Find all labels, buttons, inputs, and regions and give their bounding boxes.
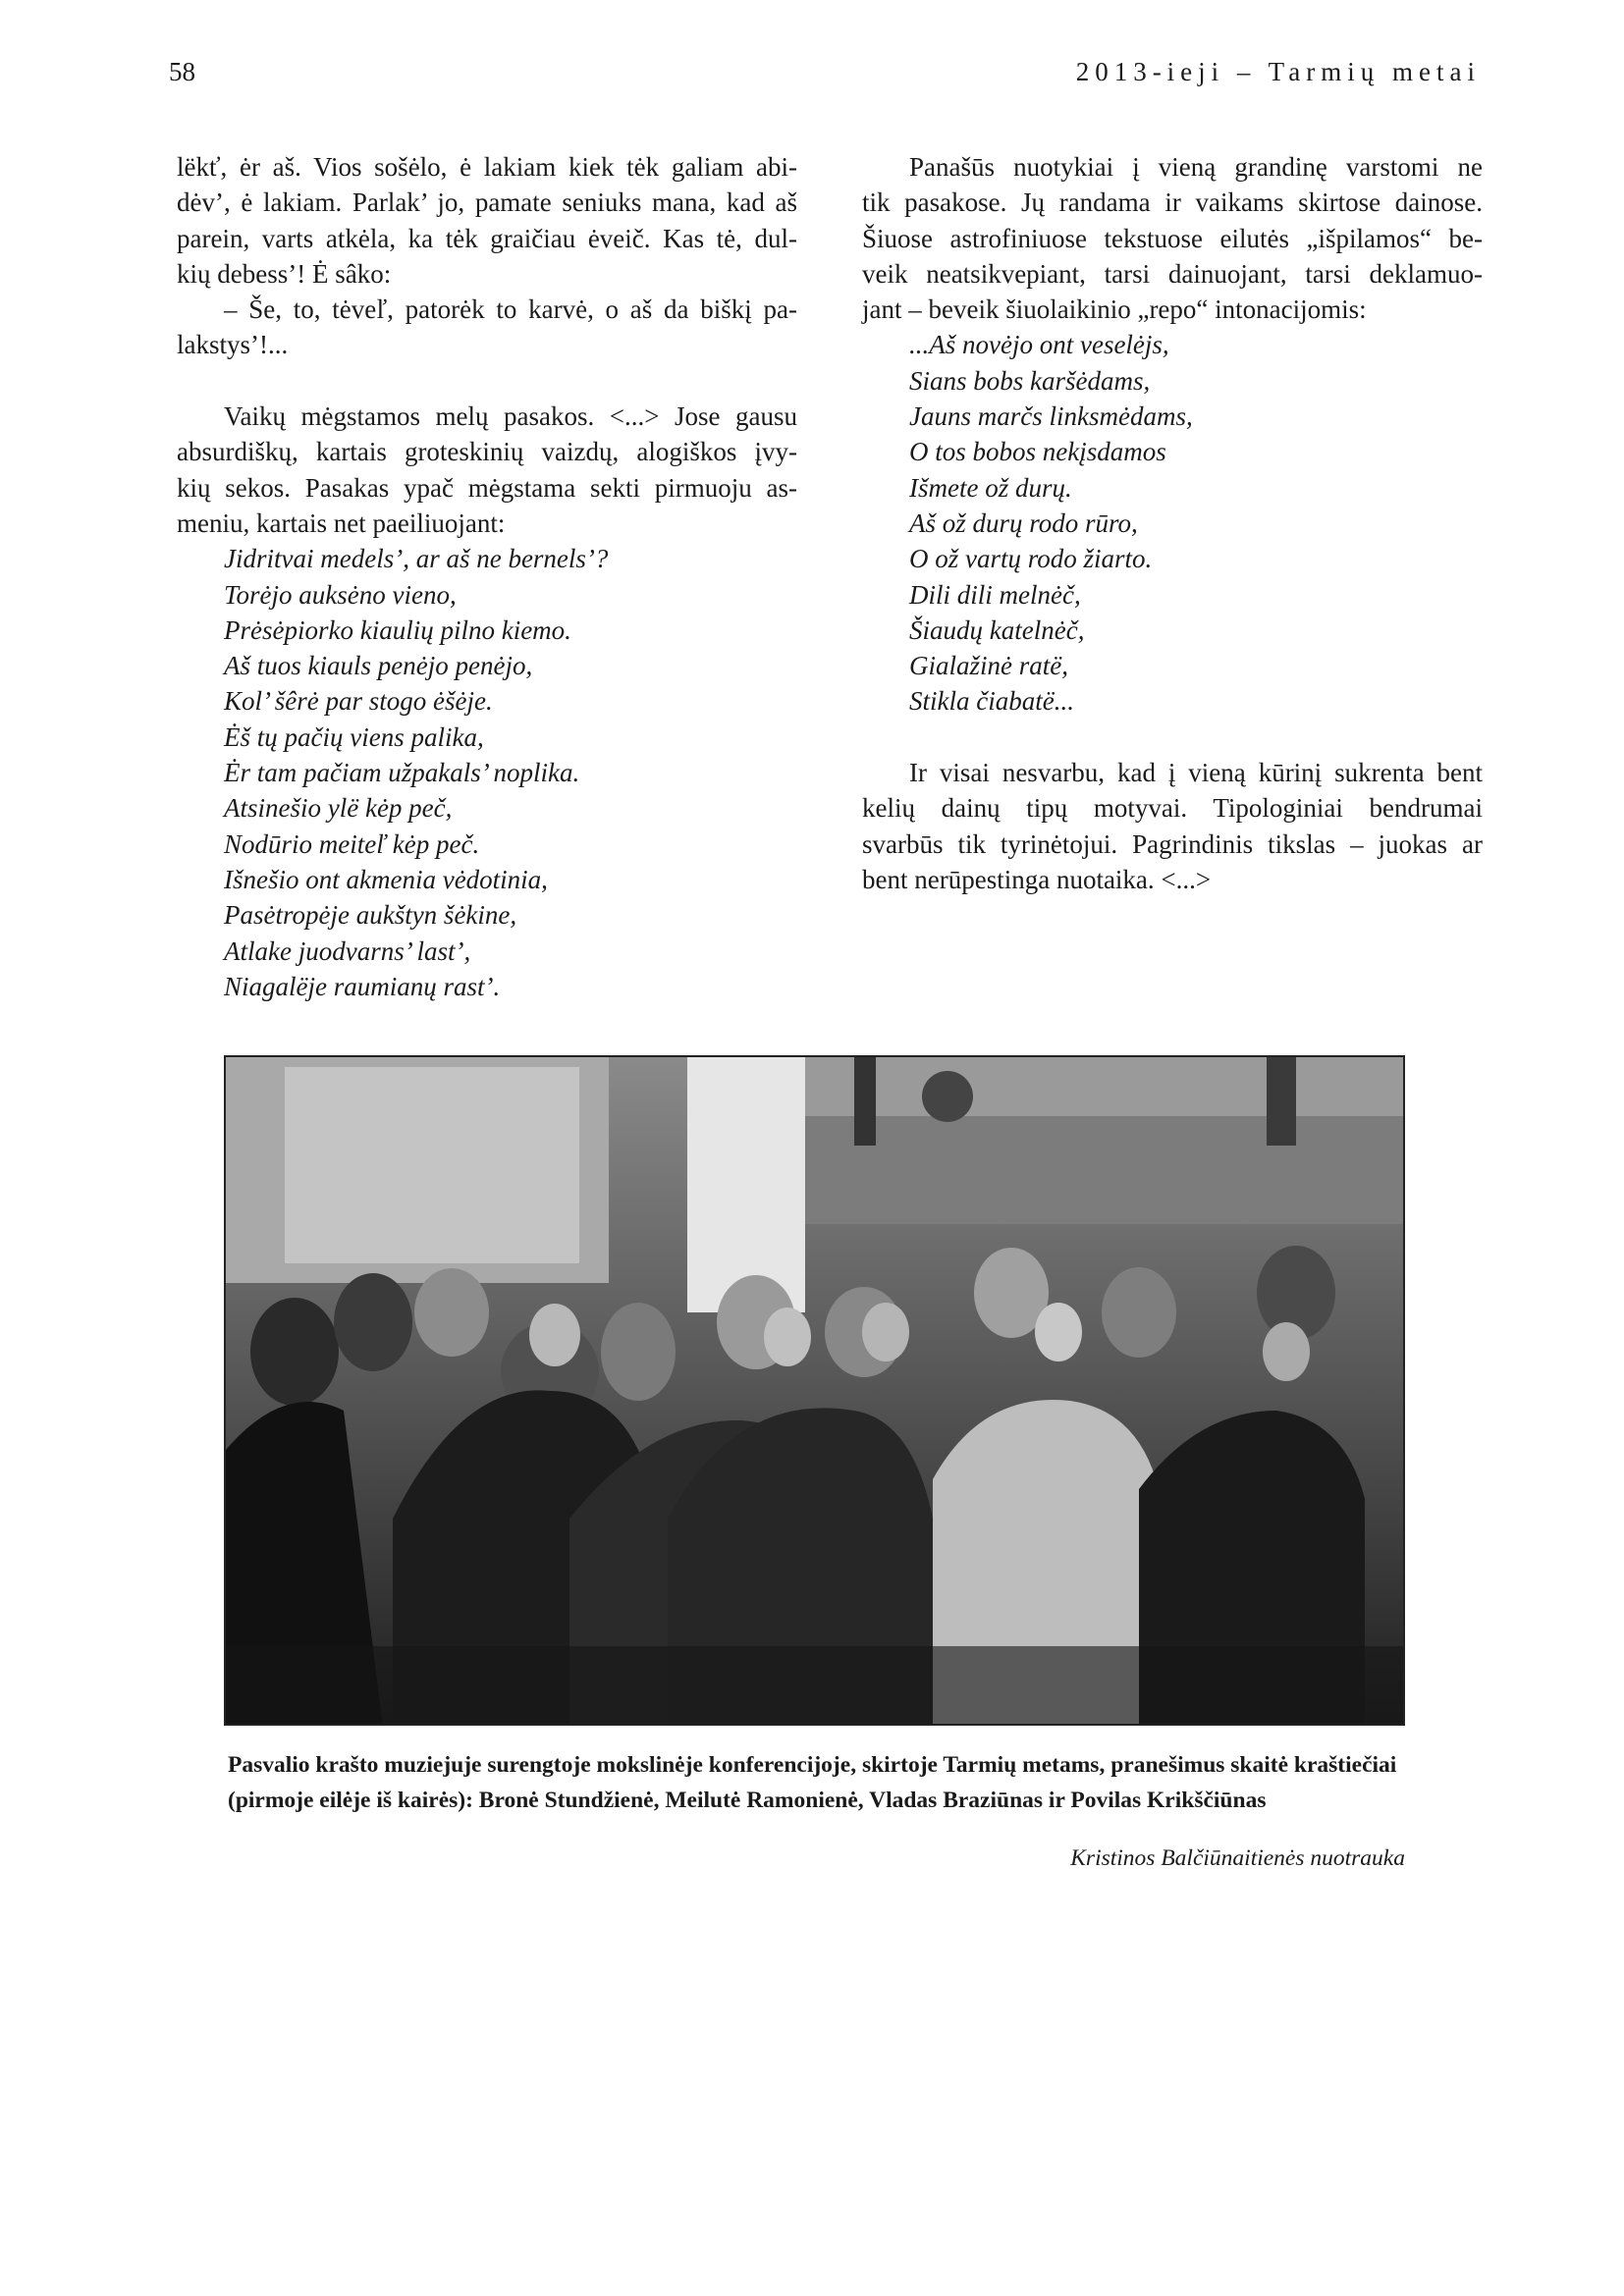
- photo-caption: Pasvalio krašto muziejuje surengtoje mokslinėje konferencijoje, skirtoje Tarmių metams, pranešimus skaitė kraštiečiai (pirmoje eilėje iš kairės): Bronė Stundžienė, Meilutė Ramonienė, Vladas Braziūnas ir Povilas Krikščiūnas: [228, 1752, 1397, 1813]
- poem-line: Ėš tų pačių viens palika,: [224, 721, 484, 752]
- poem-line: Niagalëje raumianų rast’.: [224, 971, 501, 1001]
- conference-photo: [224, 1055, 1405, 1726]
- poem-line: Jidritvai medels’, ar aš ne bernels’?: [224, 544, 609, 574]
- left-column: [177, 149, 797, 1004]
- running-header: 2013-ieji – Tarmių metai: [1075, 57, 1481, 86]
- text-line: Panašūs nuotykiai į vieną grandinę varstomi ne: [909, 152, 1483, 182]
- text-line: dėv’, ė lakiam. Parlak’ jo, pamate seniuks mana, kad aš: [177, 187, 797, 218]
- poem-line: Stikla čiabatë...: [909, 686, 1074, 717]
- poem-line: Ėr tam pačiam užpakals’ noplika.: [224, 758, 580, 788]
- photo-credit: Kristinos Balčiūnaitienės nuotrauka: [1070, 1845, 1405, 1871]
- poem-line: O ož vartų rodo žiarto.: [909, 544, 1153, 574]
- poem-line: Išmete ož durų.: [909, 472, 1072, 503]
- text-line: kių debess’! Ė sâko:: [177, 258, 392, 289]
- text-line: Ir visai nesvarbu, kad į vieną kūrinį sukrenta bent: [909, 758, 1483, 788]
- text-line: lëkť, ėr aš. Vios sošėlo, ė lakiam kiek tėk galiam abi-: [177, 152, 797, 182]
- page-number: 58: [169, 57, 195, 86]
- text-line: veik neatsikvepiant, tarsi dainuojant, tarsi deklamuo-: [862, 258, 1483, 289]
- dialogue-line: lakstys’!...: [177, 330, 289, 360]
- poem-line: Jauns marčs linksmėdams,: [909, 401, 1193, 432]
- poem-line: Gialažinė ratë,: [909, 651, 1068, 681]
- poem-line: Atsinešio ylë kėp peč,: [224, 793, 453, 824]
- poem-line: Kol’ šêrė par stogo ėšėje.: [224, 686, 493, 717]
- text-line: meniu, kartais net paeiliuojant:: [177, 507, 506, 538]
- poem-line: Šiaudų katelnėč,: [909, 614, 1085, 645]
- poem-line: Sians bobs karšėdams,: [909, 365, 1151, 396]
- poem-line: O tos bobos nekįsdamos: [909, 437, 1166, 467]
- dialogue-line: – Še, to, tėveľ, patorėk to karvė, o aš da biškį pa-: [224, 294, 797, 325]
- poem-line: Aš tuos kiauls penėjo penėjo,: [224, 651, 533, 681]
- text-line: Šiuose astrofiniuose tekstuose eilutės „išpilamos“ be-: [862, 223, 1483, 253]
- poem-line: Prėsėpiorko kiaulių pilno kiemo.: [224, 614, 571, 645]
- poem-line: Atlake juodvarns’ last’,: [224, 935, 471, 966]
- right-column: [862, 149, 1483, 897]
- text-line: kių sekos. Pasakas ypač mėgstama sekti pirmuoju as-: [177, 472, 797, 503]
- text-line: kelių dainų tipų motyvai. Tipologiniai bendrumai: [862, 793, 1483, 824]
- poem-line: ...Aš novėjo ont veselėjs,: [909, 330, 1169, 360]
- poem-line: Aš ož durų rodo rūro,: [909, 507, 1138, 538]
- poem-line: Pasėtropėje aukštyn šėkine,: [224, 900, 517, 931]
- poem-line: Išnešio ont akmenia vėdotinia,: [224, 864, 548, 894]
- poem-line: Nodūrio meiteľ kėp peč.: [224, 828, 480, 859]
- text-line: absurdiškų, kartais groteskinių vaizdų, alogiškos įvy-: [177, 437, 797, 467]
- poem-line: Dili dili melnėč,: [909, 579, 1081, 610]
- text-line: bent nerūpestinga nuotaika. <...>: [862, 864, 1212, 894]
- text-line: tik pasakose. Jų randama ir vaikams skirtose dainose.: [862, 187, 1483, 218]
- poem-line: Torėjo auksėno vieno,: [224, 579, 457, 610]
- text-line: jant – beveik šiuolaikinio „repo“ intonacijomis:: [862, 294, 1367, 325]
- text-line: Vaikų mėgstamos melų pasakos. <...> Jose gausu: [224, 401, 797, 432]
- text-line: parein, varts atkėla, ka tėk graičiau ėveič. Kas tė, dul-: [177, 223, 797, 253]
- text-line: svarbūs tik tyrinėtojui. Pagrindinis tikslas – juokas ar: [862, 828, 1483, 859]
